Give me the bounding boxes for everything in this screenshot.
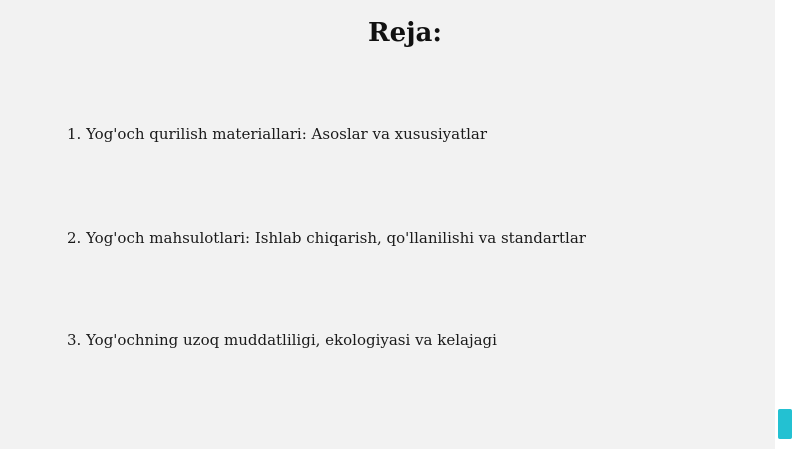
plan-item-2: 2. Yog'och mahsulotlari: Ishlab chiqarish, qo'llanilishi va standartlar [67,229,586,247]
slide-title: Reja: [367,18,442,48]
plan-item-1: 1. Yog'och qurilish materiallari: Asoslar va xususiyatlar [67,125,488,143]
scrollbar-track[interactable] [775,0,800,449]
scrollbar-thumb[interactable] [778,409,792,439]
plan-item-3: 3. Yog'ochning uzoq muddatliligi, ekologiyasi va kelajagi [67,331,497,349]
